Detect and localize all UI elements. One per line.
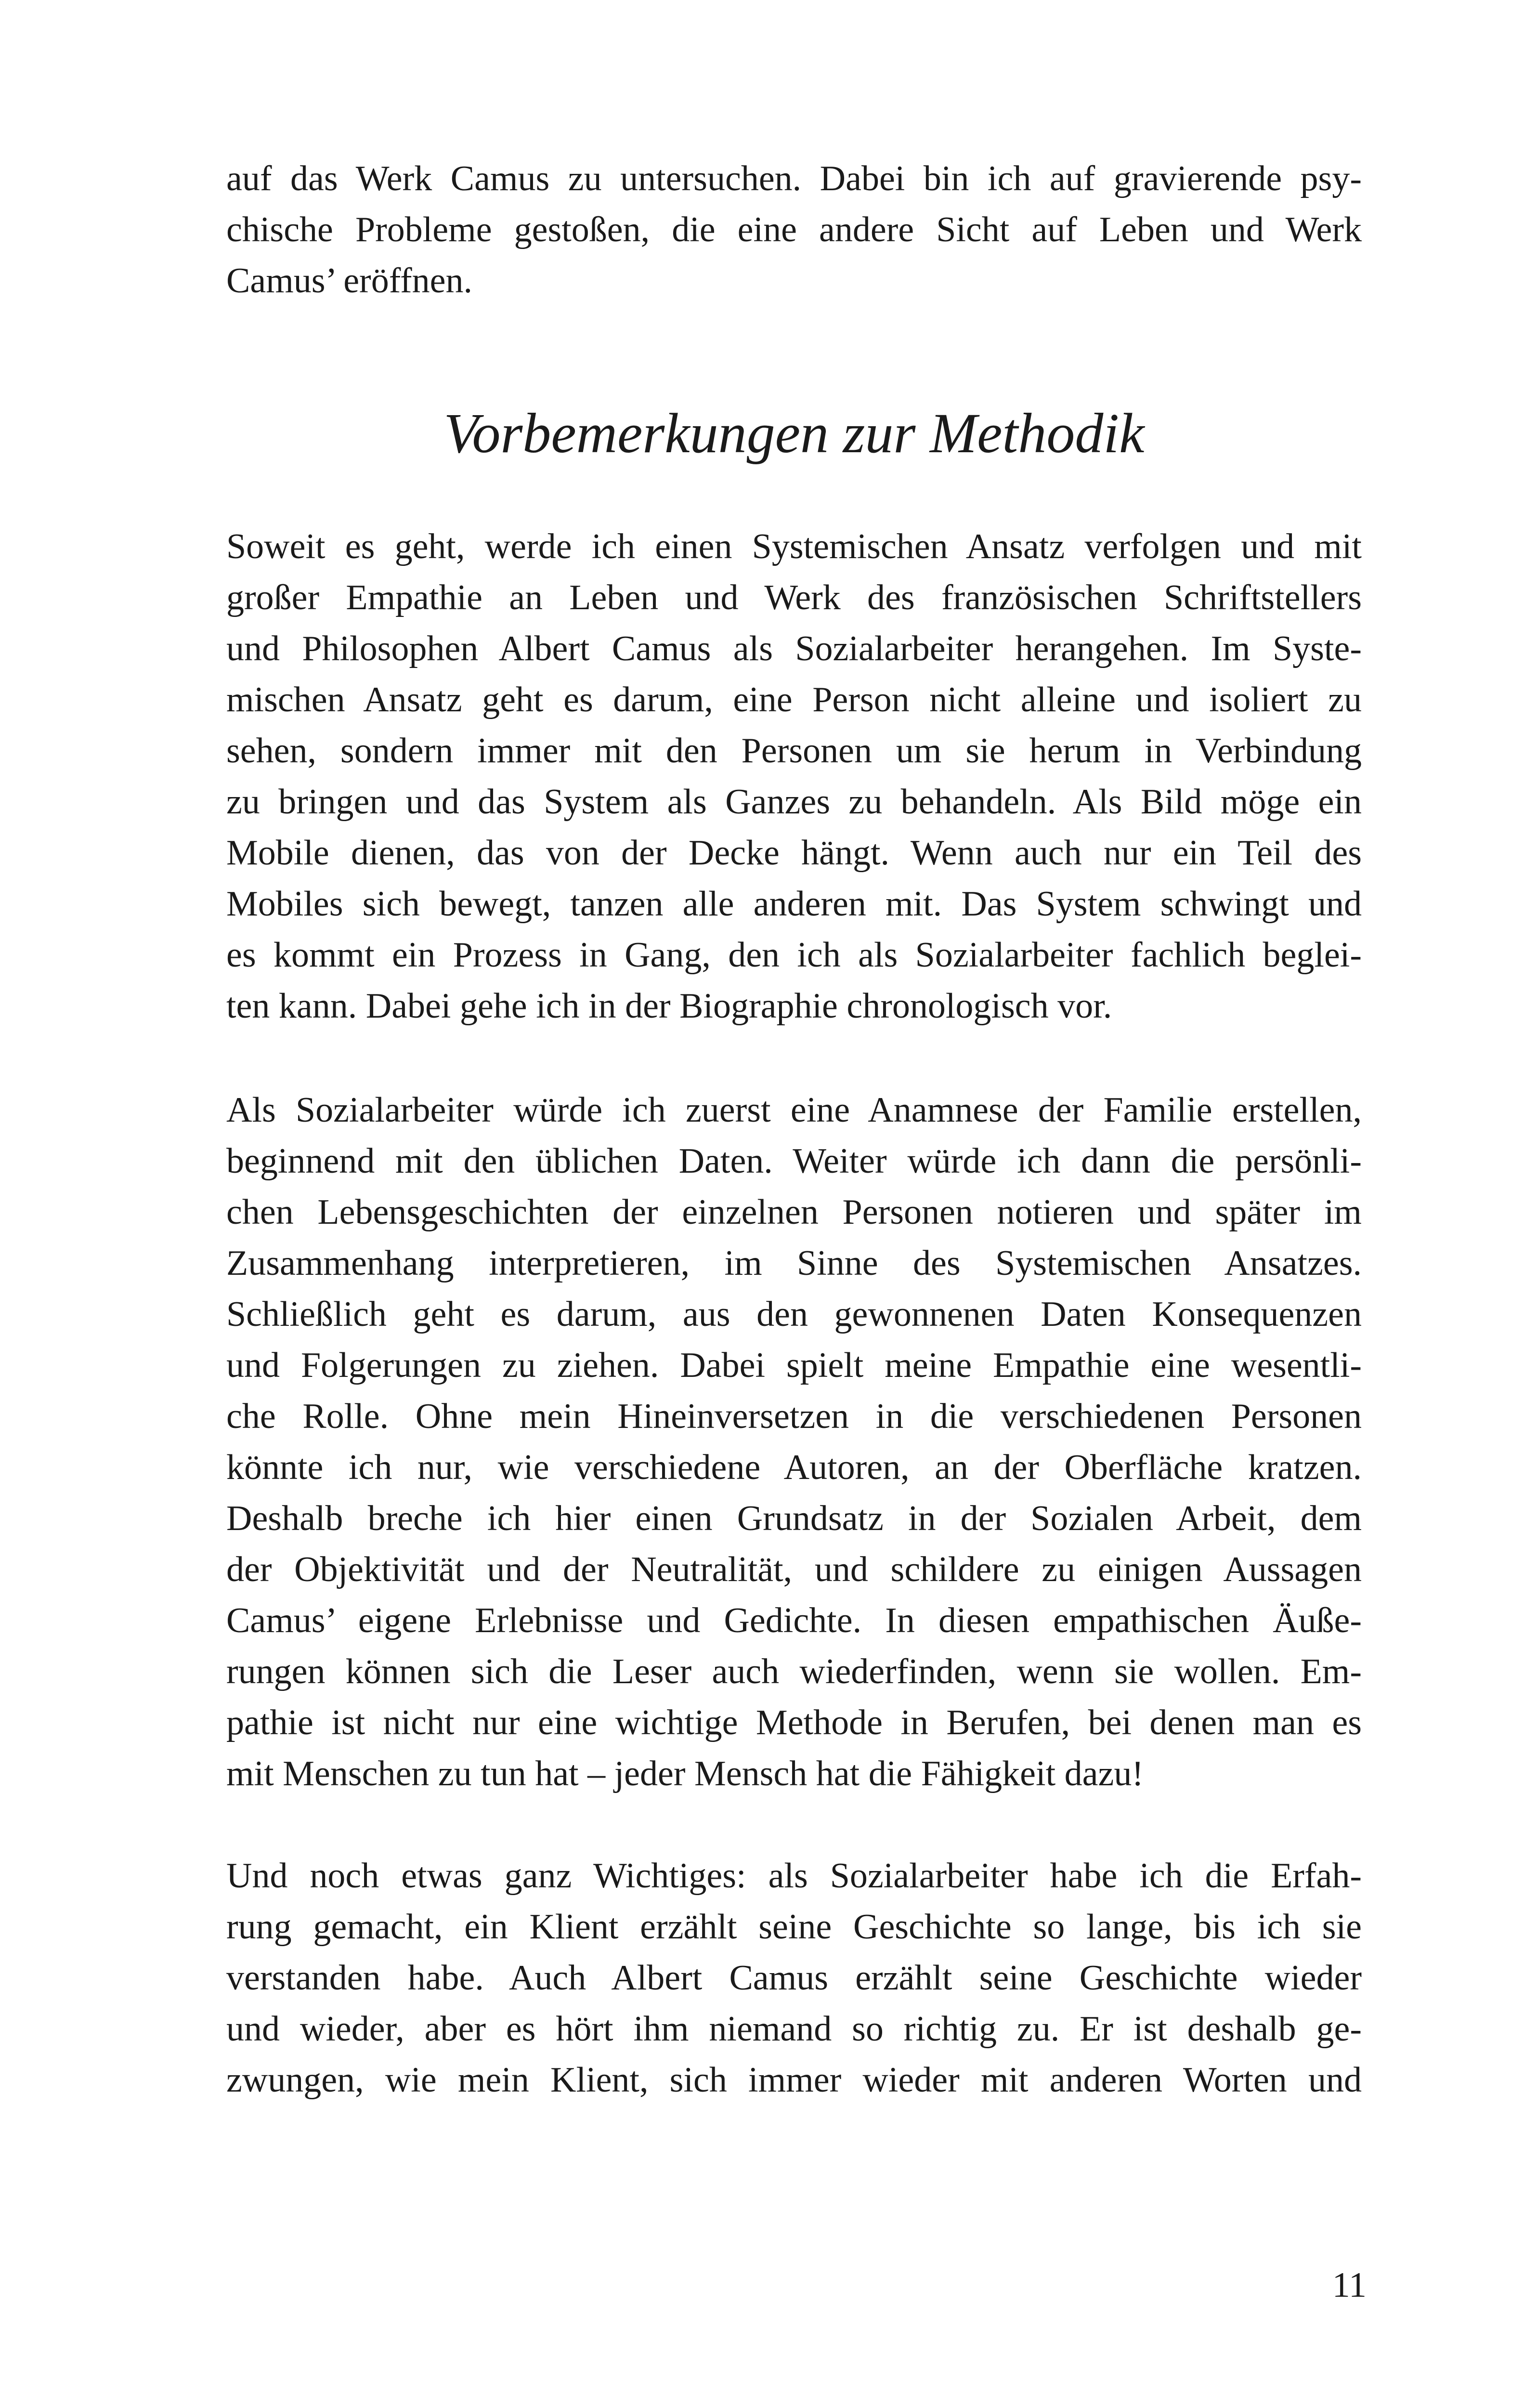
paragraph-line: und wieder, aber es hört ihm niemand so richtig zu. Er ist deshalb ge-	[226, 2009, 1362, 2049]
paragraph-3	[226, 1850, 1362, 2106]
paragraph-line: der Objektivität und der Neutralität, und schildere zu einigen Aussagen	[226, 1550, 1362, 1589]
paragraph-2	[226, 1085, 1362, 1799]
paragraph-line: ten kann. Dabei gehe ich in der Biographie chronologisch vor.	[226, 986, 1112, 1026]
paragraph-line: Schließlich geht es darum, aus den gewonnenen Daten Konsequenzen	[226, 1295, 1362, 1334]
paragraph-line: und Philosophen Albert Camus als Sozialarbeiter herangehen. Im Syste-	[226, 629, 1362, 668]
paragraph-line: Mobile dienen, das von der Decke hängt. Wenn auch nur ein Teil des	[226, 833, 1362, 873]
paragraph-line: rung gemacht, ein Klient erzählt seine Geschichte so lange, bis ich sie	[226, 1907, 1362, 1947]
intro-line: chische Probleme gestoßen, die eine andere Sicht auf Leben und Werk	[226, 210, 1362, 249]
paragraph-line: Als Sozialarbeiter würde ich zuerst eine Anamnese der Familie erstellen,	[226, 1090, 1362, 1130]
paragraph-1	[226, 521, 1362, 1032]
intro-line: Camus’ eröffnen.	[226, 261, 472, 301]
intro-line: auf das Werk Camus zu untersuchen. Dabei bin ich auf gravierende psy-	[226, 159, 1362, 198]
paragraph-line: zwungen, wie mein Klient, sich immer wieder mit anderen Worten und	[226, 2060, 1362, 2100]
paragraph-line: Soweit es geht, werde ich einen Systemischen Ansatz verfolgen und mit	[226, 527, 1362, 566]
paragraph-line: che Rolle. Ohne mein Hineinversetzen in die verschiedenen Personen	[226, 1397, 1362, 1436]
paragraph-line: könnte ich nur, wie verschiedene Autoren, an der Oberfläche kratzen.	[226, 1448, 1362, 1487]
paragraph-line: mischen Ansatz geht es darum, eine Person nicht alleine und isoliert zu	[226, 680, 1362, 720]
paragraph-line: es kommt ein Prozess in Gang, den ich als Sozialarbeiter fachlich beglei-	[226, 935, 1362, 975]
paragraph-line: sehen, sondern immer mit den Personen um sie herum in Verbindung	[226, 731, 1362, 771]
paragraph-line: und Folgerungen zu ziehen. Dabei spielt meine Empathie eine wesentli-	[226, 1346, 1362, 1385]
paragraph-line: mit Menschen zu tun hat – jeder Mensch hat die Fähigkeit dazu!	[226, 1754, 1144, 1793]
intro-paragraph	[226, 153, 1362, 306]
page-number: 11	[1332, 2265, 1367, 2305]
paragraph-line: beginnend mit den üblichen Daten. Weiter würde ich dann die persönli-	[226, 1141, 1362, 1181]
paragraph-line: rungen können sich die Leser auch wiederfinden, wenn sie wollen. Em-	[226, 1652, 1362, 1691]
paragraph-line: Deshalb breche ich hier einen Grundsatz in der Sozialen Arbeit, dem	[226, 1499, 1362, 1538]
paragraph-line: chen Lebensgeschichten der einzelnen Personen notieren und später im	[226, 1192, 1362, 1232]
paragraph-line: Camus’ eigene Erlebnisse und Gedichte. In diesen empathischen Äuße-	[226, 1601, 1362, 1640]
paragraph-line: Zusammenhang interpretieren, im Sinne des Systemischen Ansatzes.	[226, 1243, 1362, 1283]
paragraph-line: großer Empathie an Leben und Werk des französischen Schriftstellers	[226, 578, 1362, 617]
paragraph-line: Und noch etwas ganz Wichtiges: als Sozialarbeiter habe ich die Erfah-	[226, 1856, 1362, 1896]
paragraph-line: Mobiles sich bewegt, tanzen alle anderen mit. Das System schwingt und	[226, 884, 1362, 924]
section-heading: Vorbemerkungen zur Methodik	[443, 402, 1145, 465]
paragraph-line: verstanden habe. Auch Albert Camus erzählt seine Geschichte wieder	[226, 1958, 1362, 1998]
paragraph-line: zu bringen und das System als Ganzes zu behandeln. Als Bild möge ein	[226, 782, 1362, 822]
paragraph-line: pathie ist nicht nur eine wichtige Methode in Berufen, bei denen man es	[226, 1703, 1362, 1742]
